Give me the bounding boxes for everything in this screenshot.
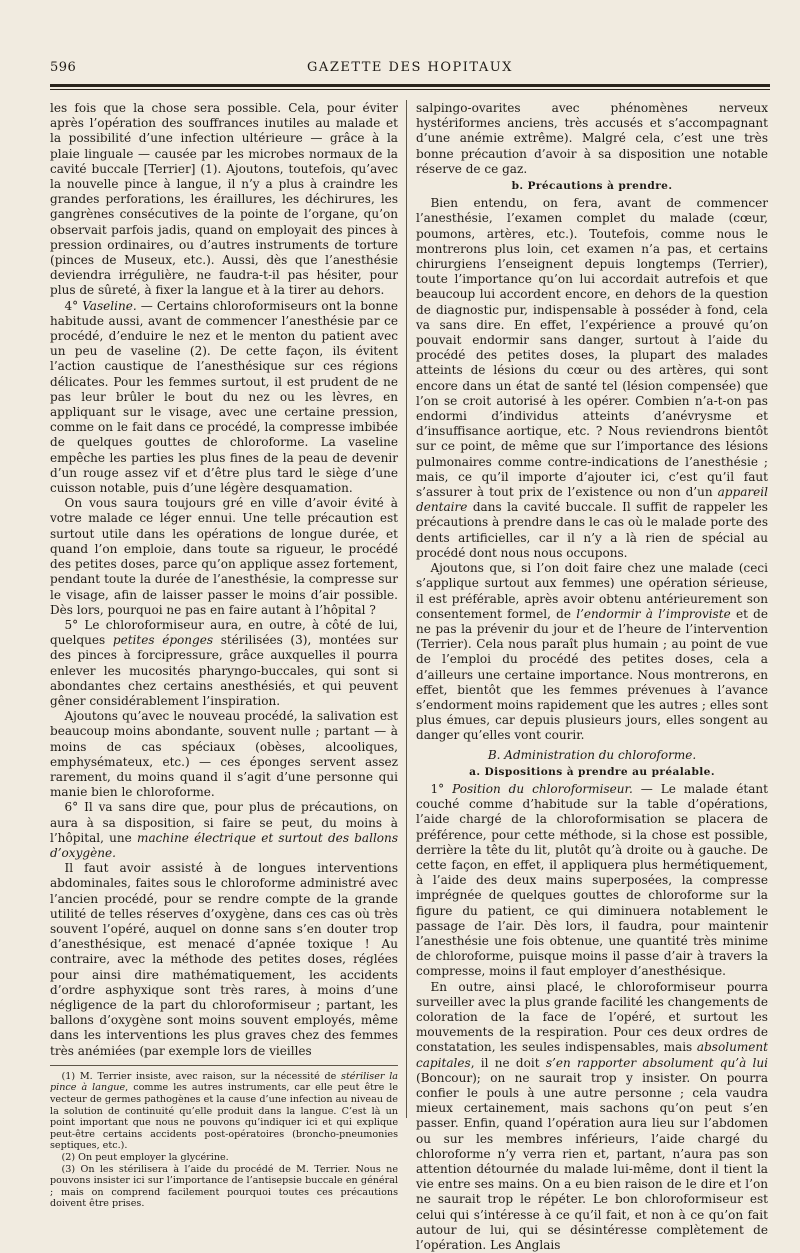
item-text: , il ne doit [470, 1055, 546, 1070]
footnotes [50, 1071, 398, 1210]
item-term: absolument capitales [416, 1040, 768, 1070]
subheading-precautions: b. Précautions à prendre. [511, 180, 673, 193]
footnote-1 [50, 1071, 398, 1152]
paragraph-improviste [416, 561, 768, 743]
paragraph-surveillance [416, 980, 768, 1253]
item-text: En outre, ainsi placé, le chloroformiseur pourra surveiller avec la plus grande facilité les changements de coloration de la face de l’opéré, et surtout les mouvements de la respiration. Pour ces deux ordres de constatation, les seules indispensables, mais [416, 979, 768, 1055]
page-header [50, 60, 770, 82]
subheading-dispositions: a. Dispositions à prendre au préalable. [469, 765, 715, 778]
item-term: machine électrique et surtout des ballons d’oxygène. [50, 830, 398, 860]
item-term: petites éponges [112, 633, 214, 648]
item-text: — Le malade étant couché comme d’habitude sur la table d’opérations, l’aide chargé de la chloroformisation se placera de préférence, pour cette méthode, si la chose est possible, derrière la tête du lit, plutôt qu’à droite ou à gauche. De cette façon, en effet, il appliquera plus hermétiquement, à l’aide des deux mains superposées, la compresse imprégnée de quelques gouttes de chloroforme sur la figure du patient, ce qui diminuera notablement le passage de l’air. Dès lors, il faudra, pour maintenir l’anesthésie une fois obtenue, une quantité très minime de chloroforme, puisque moins il passe d’air à travers la compresse, moins il faut employer d’anesthésique. [416, 781, 768, 979]
page-number: 596 [50, 60, 77, 75]
running-title: GAZETTE DES HOPITAUX [307, 60, 513, 75]
column-divider [406, 100, 407, 1118]
item-term: l’endormir à l’improviste [576, 606, 731, 621]
footnote-text: (1) M. Terrier insiste, avec raison, sur la nécessité de [61, 1070, 342, 1082]
item-text: 5° Le chloroformiseur aura, en outre, à côté de lui, quelques [50, 617, 398, 648]
item-term: Vaseline. [82, 298, 137, 313]
item-term: appareil dentaire [416, 485, 768, 515]
footnote-3: (3) On les stérilisera à l’aide du procédé de M. Terrier. Nous ne pouvons insister ici sur l’importance de l’antisepsie buccale en général ; mais on comprend facilement pourquoi toutes ces précautions doivent être prises. [50, 1163, 398, 1210]
footnote-rule [50, 1065, 398, 1066]
item-number: 1° [430, 781, 453, 796]
paragraph-eponges [50, 618, 398, 709]
item-text: 6° Il va sans dire que, pour plus de précautions, on aura à sa disposition, si faire se peut, du moins à l’hôpital, une [50, 800, 398, 845]
paragraph: les fois que la chose sera possible. Cela, pour éviter après l’opération des souffrances inutiles au malade et la possibilité d’une infection ultérieure — grâce à la plaie linguale — causée par les microbes normaux de la cavité buccale [Terrier] (1). Ajoutons, toutefois, qu’avec la nouvelle pince à langue, il n’y a plus à craindre les grandes perforations, les éraillures, les déchirures, les gangrènes consécutives de la pointe de l’organe, qu’on observait parfois jadis, quand on employait des pinces à pression ordinaires, ou d’autres instruments de torture (pinces de Museux, etc.). Aussi, dès que l’anesthésie deviendra irrégulière, ne faudra-t-il pas hésiter, pour plus de sûreté, à fixer la langue et à la tirer au dehors. [50, 101, 398, 298]
left-column [50, 101, 398, 1210]
paragraph-vaseline [50, 299, 398, 497]
paragraph: Il faut avoir assisté à de longues interventions abdominales, faites sous le chloroforme administré avec l’ancien procédé, pour se rendre compte de la grande utilité de telles réserves d’oxygène, dans ces cas où très souvent l’opéré, auquel on donne sans s’en douter trop d’anesthésique, est menacé d’apnée toxique ! Au contraire, avec la méthode des petites doses, réglées pour ainsi dire mathématiquement, les accidents d’ordre asphyxique sont très rares, à moins d’une négligence de la part du chloroformiseur ; partant, les ballons d’oxygène sont moins souvent employés, même dans les interventions les plus graves chez des femmes très anémiées (par exemple lors de vieilles [50, 861, 398, 1058]
item-text: stérilisées (3), montées sur des pinces à forcipressure, grâce auxquelles il pourra enlever les mucosités pharyngo-buccales, qui sont si abondantes chez certains anesthésiés, et qui peuvent gêner considérablement l’inspiration. [50, 633, 398, 708]
item-term: s’en rapporter absolument qu’à lui [545, 1055, 768, 1070]
item-text: Ajoutons que, si l’on doit faire chez une malade (ceci s’applique surtout aux femmes) une opération sérieuse, il est préférable, après avoir obtenu antérieurement son consentement formel, de [416, 561, 768, 621]
header-rule-thick [50, 84, 770, 87]
item-text: dans la cavité buccale. Il suffit de rappeler les précautions à prendre dans le cas où le malade porte des dents artificielles, car il n’y a là rien de spécial au procédé dont nous nous occupons. [416, 500, 768, 560]
item-text: — Certains chloroformiseurs ont la bonne habitude aussi, avant de commencer l’anesthésie par ce procédé, d’enduire le nez et le menton du patient avec un peu de vaseline (2). De cette façon, ils évitent l’action caustique de l’anesthésique sur ces régions délicates. Pour les femmes surtout, il est prudent de ne pas leur brûler le bout du nez ou les lèvres, en appliquant sur le visage, avec une certaine pression, comme on le fait dans ce procédé, la compresse imbibée de quelques gouttes de chloroforme. La vaseline empêche les parties les plus fines de la peau de devenir d’un rouge assez vif et d’être plus tard le siège d’une cuisson notable, puis d’une légère desquamation. [50, 298, 398, 496]
item-text: (Boncour); on ne saurait trop y insister. On pourra confier le pouls à une autre personne ; cela vaudra mieux certainement, mais sachons qu’on peut s’en passer. Enfin, quand l’opération aura lieu sur l’abdomen ou sur les membres inférieurs, l’aide chargé du chloroforme n’y verra rien et, partant, n’aura pas son attention détournée du malade lui-même, dont il tient la vie entre ses mains. On a eu bien raison de le dire et l’on ne saurait trop le répéter. Le bon chloroformiseur est celui qui s’intéresse à ce qu’il fait, et non à ce qu’on fait autour de lui, qui se désintéresse complètement de l’opération. Les Anglais [416, 1070, 768, 1253]
paragraph: salpingo-ovarites avec phénomènes nerveux hystériformes anciens, très accusés et s’accompagnant d’une anémie extrême). Malgré cela, c’est une très bonne précaution d’avoir à sa disposition une notable réserve de ce gaz. [416, 101, 768, 176]
paragraph: Ajoutons qu’avec le nouveau procédé, la salivation est beaucoup moins abondante, souvent nulle ; partant — à moins de cas spéciaux (obèses, alcooliques, emphysémateux, etc.) — ces éponges servent assez rarement, du moins quand il s’agit d’une personne qui manie bien le chloroforme. [50, 709, 398, 800]
paragraph-position [416, 782, 768, 980]
header-rule-thin [50, 89, 770, 90]
footnote-term: stériliser la pince à langue [50, 1070, 398, 1094]
item-text: Bien entendu, on fera, avant de commencer l’anesthésie, l’examen complet du malade (cœur, poumons, artères, etc.). Toutefois, comme nous le montrerons plus loin, cet examen n’a pas, et certains chirurgiens l’enseignent depuis longtemps (Terrier), toute l’importance qu’on lui accordait autrefois et que beaucoup lui accordent encore, en dehors de la question de diagnostic pur, indispensable à posséder à fond, cela va sans dire. En effet, l’expérience a prouvé qu’on pouvait endormir sans danger, surtout à l’aide du procédé des petites doses, la plupart des malades atteints de lésions du cœur ou des artères, qui sont encore dans un état de santé tel (lésion compensée) que l’on se croit autorisé à les opérer. Combien n’a-t-on pas endormi d’individus atteints d’anévrysme et d’insuffisance aortique, etc. ? Nous reviendrons bientôt sur ce point, de même que sur l’importance des lésions pulmonaires comme contre-indications de l’anesthésie ; mais, ce qu’il importe d’ajouter ici, c’est qu’il faut s’assurer à tout prix de l’existence ou non d’un [416, 196, 768, 500]
paragraph-oxygene [50, 800, 398, 861]
section-heading-administration: B. Administration du chloroforme. [487, 747, 697, 762]
footnote-2: (2) On peut employer la glycérine. [61, 1151, 229, 1163]
paragraph: On vous saura toujours gré en ville d’avoir évité à votre malade ce léger ennui. Une telle précaution est surtout utile dans les opérations de longue durée, et quand l’on emploie, dans toute sa rigueur, le procédé des petites doses, parce qu’on applique assez fortement, pendant toute la durée de l’anesthésie, la compresse sur le visage, afin de laisser passer le moins d’air possible. Dès lors, pourquoi ne pas en faire autant à l’hôpital ? [50, 496, 398, 617]
item-number: 4° [64, 298, 83, 313]
item-term: Position du chloroformiseur. [452, 781, 633, 796]
item-text: et de ne pas la prévenir du jour et de l’heure de l’intervention (Terrier). Cela nous paraît plus humain ; au point de vue de l’emploi du procédé des petites doses, cela a d’ailleurs une certaine importance. Nous montrerons, en effet, bientôt que les femmes prévenues à l’avance s’endorment moins rapidement que les autres ; elles sont plus émues, car depuis plusieurs jours, elles songent au danger qu’elles vont courir. [416, 606, 768, 743]
right-column [416, 101, 768, 1253]
footnote-text: , comme les autres instruments, car elle peut être le vecteur de germes pathogènes et la cause d’une infection au niveau de la solution de continuité qu’elle produit dans la langue. C’est là un point important que nous ne pouvons qu’indiquer ici et qui explique peut-être certains accidents post-opératoires (broncho-pneumonies septiques, etc.). [50, 1082, 398, 1152]
paragraph-examen [416, 196, 768, 561]
